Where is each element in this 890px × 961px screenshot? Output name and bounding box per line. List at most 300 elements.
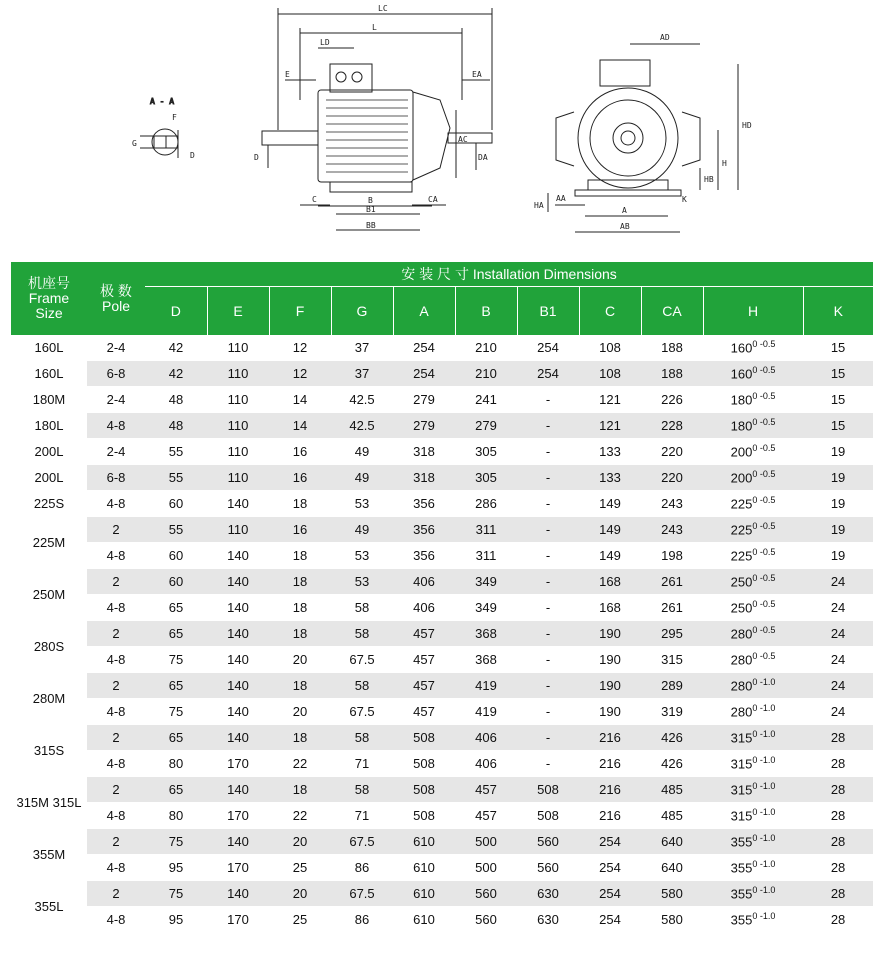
- cell-pole: 2-4: [87, 439, 145, 465]
- column-header-h: H: [703, 287, 803, 336]
- cell-d: 60: [145, 491, 207, 517]
- cell-f: 18: [269, 491, 331, 517]
- cell-f: 25: [269, 855, 331, 881]
- cell-pole: 4-8: [87, 907, 145, 933]
- cell-ca: 228: [641, 413, 703, 439]
- header-frame-cn: 机座号: [28, 275, 70, 291]
- cell-e: 110: [207, 361, 269, 387]
- cell-pole: 2: [87, 621, 145, 647]
- cell-h-zero: 0: [752, 521, 760, 532]
- cell-c: 254: [579, 829, 641, 855]
- table-row: [11, 335, 873, 361]
- cell-pole: 6-8: [87, 361, 145, 387]
- cell-d: 95: [145, 855, 207, 881]
- cell-k: 28: [803, 777, 873, 803]
- cell-h-value: 355: [730, 860, 753, 876]
- cell-g: 49: [331, 439, 393, 465]
- cell-pole: 2-4: [87, 387, 145, 413]
- cell-pole: 6-8: [87, 465, 145, 491]
- cell-k: 24: [803, 673, 873, 699]
- cell-d: 75: [145, 881, 207, 907]
- cell-h-zero: 0: [752, 417, 760, 428]
- cell-h-tolerance: -1.0: [759, 755, 776, 766]
- dim-label-d: D: [254, 153, 259, 162]
- cell-e: 140: [207, 829, 269, 855]
- cell-pole: 2: [87, 569, 145, 595]
- cell-pole: 2-4: [87, 335, 145, 361]
- cell-b: 305: [455, 465, 517, 491]
- column-header-b1: B1: [517, 287, 579, 336]
- cell-ca: 485: [641, 803, 703, 829]
- table-row: [11, 491, 873, 517]
- cell-g: 86: [331, 907, 393, 933]
- cell-d: 55: [145, 465, 207, 491]
- cell-h-zero: 0: [752, 833, 760, 844]
- cell-k: 15: [803, 335, 873, 361]
- cell-e: 140: [207, 673, 269, 699]
- dim-label-b: B: [368, 196, 373, 205]
- cell-frame-size: 225M: [11, 517, 87, 569]
- cell-f: 16: [269, 439, 331, 465]
- cell-c: 216: [579, 725, 641, 751]
- cell-b: 419: [455, 673, 517, 699]
- cell-k: 28: [803, 751, 873, 777]
- table-row: [11, 673, 873, 699]
- cell-k: 15: [803, 387, 873, 413]
- cell-h-zero: 0: [752, 547, 760, 558]
- cell-pole: 4-8: [87, 751, 145, 777]
- cell-ca: 485: [641, 777, 703, 803]
- cell-k: 28: [803, 855, 873, 881]
- cell-g: 42.5: [331, 413, 393, 439]
- cell-pole: 2: [87, 725, 145, 751]
- cell-a: 279: [393, 413, 455, 439]
- cell-d: 42: [145, 335, 207, 361]
- cell-b: 279: [455, 413, 517, 439]
- cell-h: [703, 517, 803, 543]
- dim-label-h: H: [722, 159, 727, 168]
- cell-f: 18: [269, 673, 331, 699]
- cell-b: 368: [455, 621, 517, 647]
- section-label: A - A: [150, 97, 175, 106]
- cell-c: 254: [579, 855, 641, 881]
- cell-k: 28: [803, 881, 873, 907]
- cell-pole: 4-8: [87, 543, 145, 569]
- cell-d: 48: [145, 387, 207, 413]
- cell-c: 168: [579, 569, 641, 595]
- cell-f: 18: [269, 569, 331, 595]
- table-row: [11, 439, 873, 465]
- cell-a: 610: [393, 907, 455, 933]
- cell-b: 210: [455, 361, 517, 387]
- cell-f: 18: [269, 595, 331, 621]
- cell-h-zero: 0: [752, 911, 760, 922]
- cell-b1: -: [517, 699, 579, 725]
- cell-h-tolerance: -0.5: [759, 443, 776, 454]
- cell-h: [703, 829, 803, 855]
- cell-b1: -: [517, 621, 579, 647]
- column-header-f: F: [269, 287, 331, 336]
- cell-e: 140: [207, 699, 269, 725]
- dim-label-d-section: D: [190, 151, 195, 160]
- cell-b: 419: [455, 699, 517, 725]
- cell-h: [703, 907, 803, 933]
- cell-ca: 220: [641, 465, 703, 491]
- cell-h-tolerance: -1.0: [759, 677, 776, 688]
- dim-label-e: E: [285, 70, 290, 79]
- column-header-ca: CA: [641, 287, 703, 336]
- cell-ca: 426: [641, 751, 703, 777]
- cell-b1: -: [517, 387, 579, 413]
- table-row: [11, 699, 873, 725]
- cell-h-value: 225: [730, 548, 753, 564]
- cell-e: 110: [207, 465, 269, 491]
- cell-a: 457: [393, 673, 455, 699]
- cell-k: 24: [803, 621, 873, 647]
- cell-a: 610: [393, 855, 455, 881]
- table-row: [11, 725, 873, 751]
- cell-f: 14: [269, 387, 331, 413]
- cell-h-tolerance: -0.5: [759, 417, 776, 428]
- cell-c: 121: [579, 387, 641, 413]
- cell-h-value: 355: [730, 886, 753, 902]
- dim-label-da: DA: [478, 153, 488, 162]
- cell-h-tolerance: -0.5: [759, 573, 776, 584]
- cell-b: 560: [455, 907, 517, 933]
- cell-f: 12: [269, 335, 331, 361]
- cell-frame-size: 180M: [11, 387, 87, 413]
- cell-h-value: 200: [730, 444, 753, 460]
- cell-k: 28: [803, 725, 873, 751]
- cell-b: 305: [455, 439, 517, 465]
- motor-front-view: [534, 33, 752, 232]
- cell-ca: 220: [641, 439, 703, 465]
- cell-a: 457: [393, 647, 455, 673]
- cell-ca: 580: [641, 881, 703, 907]
- cell-frame-size: 250M: [11, 569, 87, 621]
- dim-label-ca: CA: [428, 195, 438, 204]
- cell-g: 42.5: [331, 387, 393, 413]
- cell-c: 190: [579, 673, 641, 699]
- cell-pole: 4-8: [87, 803, 145, 829]
- cell-a: 406: [393, 595, 455, 621]
- cell-f: 16: [269, 465, 331, 491]
- cell-ca: 640: [641, 829, 703, 855]
- cell-ca: 315: [641, 647, 703, 673]
- column-header-e: E: [207, 287, 269, 336]
- cell-f: 20: [269, 881, 331, 907]
- cell-pole: 2: [87, 881, 145, 907]
- cell-h-zero: 0: [752, 859, 760, 870]
- cell-f: 18: [269, 725, 331, 751]
- cell-h-tolerance: -0.5: [759, 599, 776, 610]
- dim-label-k: K: [682, 195, 687, 204]
- cell-a: 318: [393, 465, 455, 491]
- cell-h-zero: 0: [752, 885, 760, 896]
- cell-f: 22: [269, 751, 331, 777]
- cell-ca: 226: [641, 387, 703, 413]
- cell-b: 560: [455, 881, 517, 907]
- cell-ca: 188: [641, 335, 703, 361]
- cell-b1: 254: [517, 335, 579, 361]
- motor-dimension-drawing: [0, 0, 890, 250]
- cell-d: 65: [145, 725, 207, 751]
- cell-frame-size: 160L: [11, 361, 87, 387]
- cell-c: 149: [579, 543, 641, 569]
- cell-h-value: 180: [730, 392, 753, 408]
- cell-b1: 254: [517, 361, 579, 387]
- cell-pole: 4-8: [87, 595, 145, 621]
- cell-b1: -: [517, 751, 579, 777]
- cell-h: [703, 543, 803, 569]
- cell-f: 20: [269, 699, 331, 725]
- dim-label-f: F: [172, 113, 177, 122]
- cell-h-zero: 0: [752, 469, 760, 480]
- dim-label-g: G: [132, 139, 137, 148]
- cell-h-value: 180: [730, 418, 753, 434]
- cell-c: 190: [579, 699, 641, 725]
- cell-c: 216: [579, 751, 641, 777]
- cell-h-zero: 0: [752, 443, 760, 454]
- cell-b1: -: [517, 491, 579, 517]
- header-pole-cn: 极 数: [100, 282, 132, 299]
- table-row: [11, 751, 873, 777]
- cell-e: 170: [207, 855, 269, 881]
- cell-g: 67.5: [331, 699, 393, 725]
- cell-h: [703, 725, 803, 751]
- cell-d: 80: [145, 803, 207, 829]
- cell-d: 65: [145, 673, 207, 699]
- cell-pole: 4-8: [87, 413, 145, 439]
- cell-a: 318: [393, 439, 455, 465]
- cell-k: 15: [803, 361, 873, 387]
- dim-label-bb: BB: [366, 221, 376, 230]
- cell-h-value: 355: [730, 834, 753, 850]
- cell-pole: 2: [87, 673, 145, 699]
- cell-k: 24: [803, 647, 873, 673]
- cell-f: 18: [269, 543, 331, 569]
- cell-a: 610: [393, 829, 455, 855]
- cell-h-tolerance: -1.0: [759, 911, 776, 922]
- cell-c: 216: [579, 803, 641, 829]
- cell-g: 71: [331, 751, 393, 777]
- cell-b1: -: [517, 595, 579, 621]
- cell-h-zero: 0: [752, 573, 760, 584]
- cell-c: 121: [579, 413, 641, 439]
- cell-ca: 426: [641, 725, 703, 751]
- cell-e: 170: [207, 803, 269, 829]
- cell-f: 12: [269, 361, 331, 387]
- cell-e: 140: [207, 543, 269, 569]
- cell-g: 53: [331, 543, 393, 569]
- cell-g: 37: [331, 361, 393, 387]
- cell-h: [703, 569, 803, 595]
- cell-ca: 295: [641, 621, 703, 647]
- cell-f: 20: [269, 829, 331, 855]
- cell-b: 286: [455, 491, 517, 517]
- cell-frame-size: 280M: [11, 673, 87, 725]
- table-row: [11, 465, 873, 491]
- column-header-a: A: [393, 287, 455, 336]
- column-header-k: K: [803, 287, 873, 336]
- cell-ca: 261: [641, 569, 703, 595]
- cell-frame-size: 200L: [11, 439, 87, 465]
- cell-frame-size: 315M 315L: [11, 777, 87, 829]
- cell-pole: 4-8: [87, 491, 145, 517]
- cell-h-zero: 0: [752, 599, 760, 610]
- table-row: [11, 855, 873, 881]
- cell-h: [703, 439, 803, 465]
- cell-d: 65: [145, 595, 207, 621]
- cell-c: 254: [579, 881, 641, 907]
- cell-d: 95: [145, 907, 207, 933]
- cell-frame-size: 180L: [11, 413, 87, 439]
- cell-h-tolerance: -0.5: [759, 339, 776, 350]
- cell-c: 108: [579, 335, 641, 361]
- cell-h-zero: 0: [752, 339, 760, 350]
- cell-h: [703, 803, 803, 829]
- cell-b: 500: [455, 855, 517, 881]
- cell-h-zero: 0: [752, 651, 760, 662]
- cell-e: 140: [207, 881, 269, 907]
- column-header-d: D: [145, 287, 207, 336]
- table-row: [11, 777, 873, 803]
- cell-b1: 560: [517, 829, 579, 855]
- cell-k: 24: [803, 595, 873, 621]
- cell-pole: 4-8: [87, 647, 145, 673]
- cell-f: 18: [269, 777, 331, 803]
- cell-h-value: 280: [730, 652, 753, 668]
- cell-h-zero: 0: [752, 391, 760, 402]
- cell-h-zero: 0: [752, 365, 760, 376]
- dim-label-ac: AC: [458, 135, 468, 144]
- cell-f: 22: [269, 803, 331, 829]
- cell-d: 60: [145, 569, 207, 595]
- cell-h: [703, 699, 803, 725]
- cell-e: 110: [207, 413, 269, 439]
- header-frame-en: Frame: [28, 290, 70, 306]
- cell-h-value: 160: [730, 366, 753, 382]
- cell-h-tolerance: -0.5: [759, 651, 776, 662]
- cell-h-tolerance: -1.0: [759, 781, 776, 792]
- cell-d: 80: [145, 751, 207, 777]
- cell-b: 500: [455, 829, 517, 855]
- cell-e: 140: [207, 725, 269, 751]
- cell-g: 37: [331, 335, 393, 361]
- cell-frame-size: 280S: [11, 621, 87, 673]
- cell-g: 58: [331, 673, 393, 699]
- cell-b1: -: [517, 465, 579, 491]
- cell-h-value: 315: [730, 808, 753, 824]
- column-header-c: C: [579, 287, 641, 336]
- table-row: [11, 647, 873, 673]
- table-row: [11, 621, 873, 647]
- table-row: [11, 413, 873, 439]
- cell-h-zero: 0: [752, 729, 760, 740]
- cell-h-tolerance: -0.5: [759, 469, 776, 480]
- table-row: [11, 387, 873, 413]
- cell-h: [703, 673, 803, 699]
- cell-e: 170: [207, 751, 269, 777]
- cell-d: 60: [145, 543, 207, 569]
- cell-h-tolerance: -0.5: [759, 521, 776, 532]
- cell-h: [703, 465, 803, 491]
- cell-b: 349: [455, 595, 517, 621]
- cell-b: 406: [455, 751, 517, 777]
- cell-h-tolerance: -0.5: [759, 391, 776, 402]
- dim-label-c: C: [312, 195, 317, 204]
- cell-a: 457: [393, 699, 455, 725]
- cell-c: 149: [579, 517, 641, 543]
- cell-a: 356: [393, 543, 455, 569]
- cell-a: 254: [393, 361, 455, 387]
- cell-h-zero: 0: [752, 677, 760, 688]
- cell-b: 349: [455, 569, 517, 595]
- installation-dimensions-table: [11, 262, 873, 933]
- cell-c: 133: [579, 465, 641, 491]
- column-header-b: B: [455, 287, 517, 336]
- header-frame-size: [11, 262, 87, 335]
- cell-h: [703, 647, 803, 673]
- cell-b1: 630: [517, 907, 579, 933]
- cell-h-value: 200: [730, 470, 753, 486]
- cell-h: [703, 413, 803, 439]
- cell-f: 14: [269, 413, 331, 439]
- cell-g: 86: [331, 855, 393, 881]
- cell-h-zero: 0: [752, 781, 760, 792]
- cell-b1: -: [517, 725, 579, 751]
- cell-b1: -: [517, 439, 579, 465]
- cell-frame-size: 160L: [11, 335, 87, 361]
- cell-g: 49: [331, 517, 393, 543]
- cell-d: 75: [145, 829, 207, 855]
- cell-ca: 188: [641, 361, 703, 387]
- cell-c: 108: [579, 361, 641, 387]
- cell-c: 190: [579, 621, 641, 647]
- dimension-drawing-svg: [0, 0, 890, 250]
- cell-h-value: 315: [730, 782, 753, 798]
- cell-h-tolerance: -0.5: [759, 365, 776, 376]
- cell-b: 457: [455, 777, 517, 803]
- cell-h-tolerance: -0.5: [759, 495, 776, 506]
- dim-label-ab: AB: [620, 222, 630, 231]
- cell-h: [703, 595, 803, 621]
- cell-a: 254: [393, 335, 455, 361]
- cell-ca: 198: [641, 543, 703, 569]
- table-row: [11, 517, 873, 543]
- cell-pole: 4-8: [87, 699, 145, 725]
- cell-h-tolerance: -1.0: [759, 859, 776, 870]
- cell-a: 279: [393, 387, 455, 413]
- cell-frame-size: 355M: [11, 829, 87, 881]
- table-row: [11, 803, 873, 829]
- table-row: [11, 361, 873, 387]
- header-installation-dimensions: 安 装 尺 寸 Installation Dimensions: [145, 262, 873, 287]
- cell-h-tolerance: -1.0: [759, 833, 776, 844]
- cell-f: 18: [269, 621, 331, 647]
- cell-d: 42: [145, 361, 207, 387]
- cell-f: 25: [269, 907, 331, 933]
- dim-label-ea: EA: [472, 70, 482, 79]
- cell-h-tolerance: -0.5: [759, 625, 776, 636]
- cell-h-tolerance: -1.0: [759, 885, 776, 896]
- dim-label-ha: HA: [534, 201, 544, 210]
- dim-label-a: A: [622, 206, 627, 215]
- cell-h-value: 315: [730, 756, 753, 772]
- header-size-en: Size: [35, 305, 63, 321]
- cell-g: 53: [331, 491, 393, 517]
- cell-e: 140: [207, 595, 269, 621]
